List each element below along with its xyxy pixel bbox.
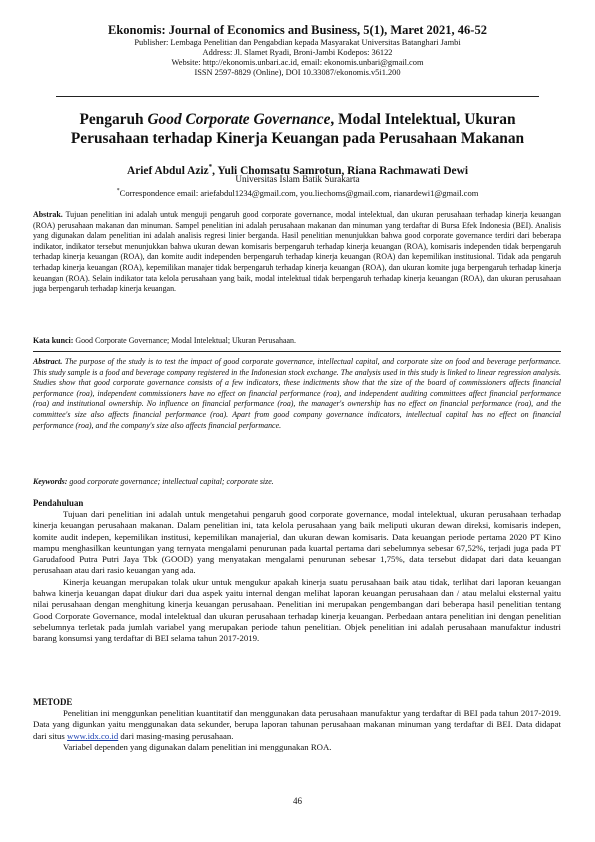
- title-part2: , Modal Intelektual, Ukuran Perusahaan terhadap Kinerja Keuangan pada Perusahaan Makanan: [70, 111, 525, 147]
- keywords-id-label: Kata kunci:: [33, 336, 74, 345]
- keywords-en-text: good corporate governance; intellectual capital; corporate size.: [69, 477, 274, 486]
- section-method: [33, 696, 561, 753]
- first-author-mark: *: [208, 163, 213, 171]
- method-p1-text: Penelitian ini menggunkan penelitian kuantitatif dan menggunakan data perusahaan manufaktur yang terdaftar di BEI pada tahun 2017-2019. Data yang digunkan yaitu menggunakan data sekunder, berupa laporan tahunan perusahaan makanan minuman yang terdaftar di BEI. Data didapat dari situs: [33, 708, 561, 741]
- intro-paragraph-1: Tujuan dari penelitian ini adalah untuk mengetahui pengaruh good corporate governance, modal intelektual, ukuran perusahaan terhadap kinerja keuangan perusahaan makanan. Dalam penelitian ini, tata kelola perusahaan yang baik meliputi ukuran dewan direksi, komisaris indepen, komite audit indepen, kepemilikan institusi, kepemilikan manajerial, dan ukuran dewan komisaris. Data keuangan periode pertama 2020 PT Kino mampu menghasilkan keuntungan yang ternyata mengalami penurunan pada kuartal pertama dari sebelumnya sebesar 67,52%, terjadi juga pada PT Garudafood Putra Putri Jaya Tbk (GOOD) yang menyatakan mengalami penurunan sebesar 1,75%, data tersebut didapat dari data keuangan perusahaan atau dari rasio keuangan yang ada.: [33, 509, 561, 576]
- other-authors: , Yuli Chomsatu Samrotun, Riana Rachmawati Dewi: [212, 164, 469, 177]
- intro-paragraph-2: Kinerja keuangan merupakan tolak ukur untuk mengukur apakah kinerja suatu perusahaan baik atau tidak, terlihat dari laporan keuangan bahwa kinerja keuangan dapat diukur dari dua aspek yaitu internal dengan melihat laporan keuangan perusahaan dan / atau melalui eksternal yaitu nilai perusahaan dengan menghitung kinerja keuangan perusahaan. Penelitian ini merupakan pengembangan dari beberapa hasil penelitian tentang Good Corporate Governance, modal intelektual dan ukuran perusahaan terhadap kinerja keuangan. Perbedaan antara penelitian ini dengan penelitian sebelumnya terletak pada jumlah variabel yang merupakan periode tahun penelitian. Objek penelitian ini adalah perusahaan manufaktur industri barang konsumsi yang terdaftar di BEI selama tahun 2017-2019.: [33, 576, 561, 644]
- correspondence-mark: *: [116, 188, 120, 194]
- correspondence: [0, 186, 595, 199]
- abstract-en-text: The purpose of the study is to test the impact of good corporate governance, intellectual capital, and corporate size on food and beverage performance. This study sample is a food and beverage company registered in the Indonesian stock exchange. The analysis used in this study is linked to linear regression analysis. Studies show that good corporate governance consists of a few indicators, these indictments show that the size of the board of commissioners affects financial performance (roa), independent commissioners have no effect on financial performance (roa), and independent auditing committees affect financial performance (roa) and institutional ownership. No influence on financial performance (roa), the manager's ownership has no effect on financial performance (roa), and the committee's size also affects financial performance (roa). Apart from good company governance indicators, intellectual capital has no effect on financial performance (roa), and the company's size also affects financial performance.: [33, 357, 562, 430]
- title-italic: Good Corporate Governance: [147, 111, 331, 128]
- keywords-id-text: Good Corporate Governance; Modal Intelektual; Ukuran Perusahaan.: [75, 336, 296, 345]
- keywords-en-label: Keywords:: [33, 477, 68, 486]
- abstract-id-label: Abstrak.: [33, 210, 63, 219]
- page-number: 46: [293, 796, 302, 806]
- method-p1-tail: dari masing-masing perusahaan.: [118, 730, 234, 741]
- website-line: Website: http://ekonomis.unbari.ac.id, email: ekonomis.unbari@gmail.com: [171, 58, 424, 67]
- keywords-indonesian: [33, 336, 561, 347]
- header-divider: [56, 96, 539, 97]
- issn-line: ISSN 2597-8829 (Online), DOI 10.33087/ekonomis.v5i1.200: [194, 68, 401, 77]
- method-paragraph-1: [33, 708, 561, 742]
- correspondence-text: Correspondence email: ariefabdul1234@gmail.com, you.liechoms@gmail.com, rianardewi1@gmail.com: [119, 187, 479, 198]
- title-part1: Pengaruh: [79, 111, 148, 128]
- abstract-id-text: Tujuan penelitian ini adalah untuk menguji pengaruh good corporate governance, modal intelektual, dan ukuran perusahaan terhadap kinerja keuangan (ROA) perusahaan makanan dan minuman. Sampel penelitian ini adalah perusahaan makanan dan minuman yang terdaftar di Bursa Efek Indonesia (BEI). Analisis yang digunakan dalam penelitian ini adalah analisis regresi linier berganda. Hasil penelitian menunjukkan bahwa good corporate governance terdiri dari beberapa indikator, indikator tersebut menunjukkan bahwa ukuran dewan komisaris berpengaruh terhadap kinerja keuangan (ROA), komisaris independen tidak berpengaruh terhadap kinerja keuangan (ROA), dan komite audit independen berpengaruh terhadap kinerja keuangan (ROA) dan kepemilikan institusional. Tidak ada pengaruh terhadap kinerja keuangan (ROA), kepemilikan manajer tidak berpengaruh terhadap kinerja keuangan (ROA), dan ukuran komite juga berpengaruh terhadap kinerja keuangan (ROA). Selain indikator tata kelola perusahaan yang baik, modal intelektual tidak berpengaruh terhadap kinerja keuangan (ROA), dan ukuran perusahaan juga berpengaruh terhadap kinerja keuangan.: [33, 210, 561, 294]
- abstract-indonesian: [33, 210, 561, 295]
- affiliation: Universitas Islam Batik Surakarta: [235, 174, 360, 184]
- section-introduction: [33, 497, 561, 645]
- publisher-line: Publisher: Lembaga Penelitian dan Pengabdian kepada Masyarakat Universitas Batanghari Jambi: [134, 38, 461, 47]
- abstract-english: [33, 357, 561, 431]
- abstract-divider: [33, 351, 561, 352]
- method-paragraph-2: Variabel dependen yang digunakan dalam penelitian ini menggunakan ROA.: [63, 741, 332, 752]
- intro-heading: Pendahuluan: [33, 498, 84, 508]
- first-author: Arief Abdul Aziz: [126, 164, 209, 177]
- keywords-english: [33, 477, 561, 488]
- paper-title: [40, 110, 555, 148]
- address-line: Address: Jl. Slamet Ryadi, Broni-Jambi Kodepos: 36122: [202, 48, 393, 57]
- abstract-en-label: Abstract.: [33, 357, 63, 366]
- journal-title: Ekonomis: Journal of Economics and Business, 5(1), Maret 2021, 46-52: [108, 23, 487, 37]
- journal-header: [0, 22, 595, 78]
- method-heading: METODE: [33, 697, 73, 707]
- idx-link[interactable]: www.idx.co.id: [67, 730, 119, 741]
